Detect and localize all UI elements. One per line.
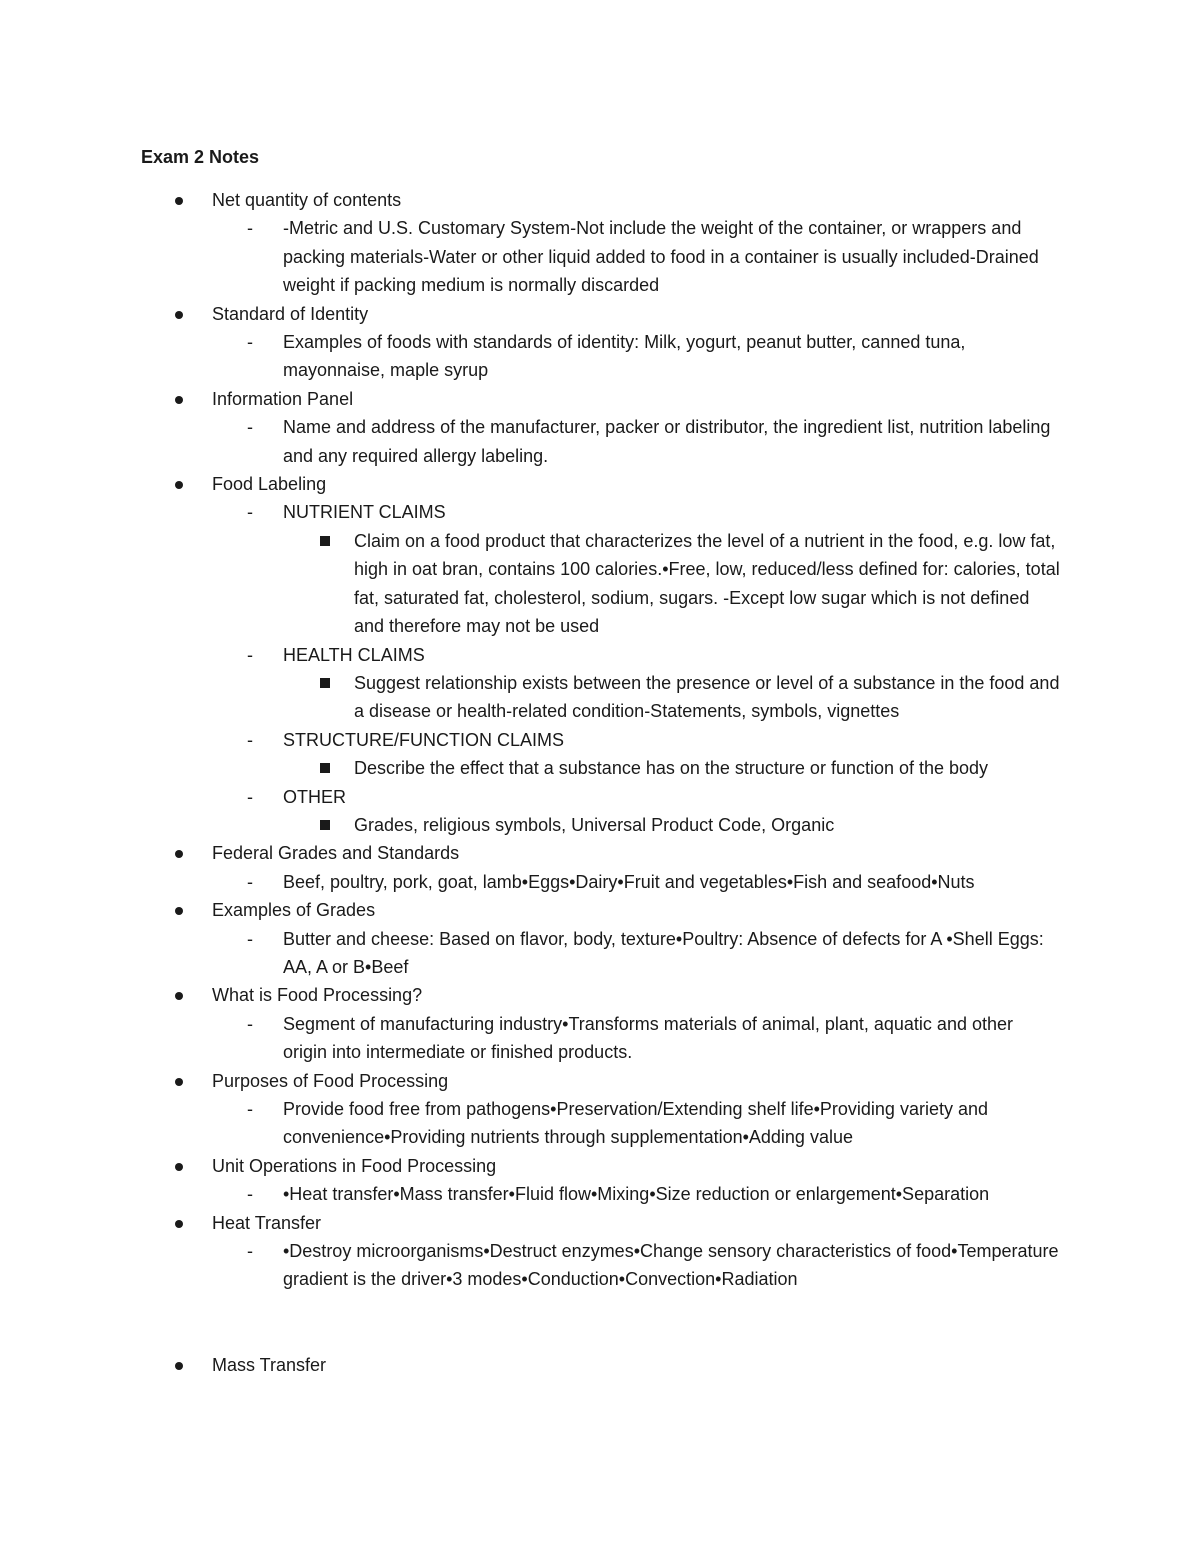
- dash-marker-icon: -: [247, 332, 253, 353]
- sub-item: [212, 868, 1061, 896]
- sub-item-text: •Destroy microorganisms•Destruct enzymes•Change sensory characteristics of food•Temperature gradient is the driver•3 modes•Conduction•Convection•Radiation: [283, 1241, 1059, 1290]
- outline-item-label: Mass Transfer: [212, 1354, 327, 1375]
- bullet-icon: [175, 1220, 183, 1228]
- sub-list: [212, 925, 1061, 982]
- bullet-icon: [175, 1362, 183, 1370]
- notes-outline: [141, 186, 1061, 1379]
- sub-item-text: NUTRIENT CLAIMS: [283, 502, 446, 523]
- square-bullet-icon: [320, 678, 330, 688]
- sub-item-text: STRUCTURE/FUNCTION CLAIMS: [283, 729, 565, 750]
- outline-item-label: What is Food Processing?: [212, 985, 423, 1006]
- bullet-icon: [175, 992, 183, 1000]
- sub-item: [212, 726, 1061, 783]
- sub-item: [212, 925, 1061, 982]
- sub-list: [212, 214, 1061, 299]
- sub-list: [212, 868, 1061, 896]
- dash-marker-icon: -: [247, 644, 253, 665]
- sub-item: [212, 413, 1061, 470]
- detail-list: [283, 811, 1061, 839]
- sub-list: [212, 413, 1061, 470]
- sub-item-text: OTHER: [283, 786, 346, 807]
- sub-item: [212, 1180, 1061, 1208]
- outline-item: [141, 470, 1061, 839]
- sub-item-text: •Heat transfer•Mass transfer•Fluid flow•Mixing•Size reduction or enlargement•Separation: [283, 1184, 990, 1205]
- outline-item: [141, 896, 1061, 981]
- outline-item: [141, 1209, 1061, 1294]
- dash-marker-icon: -: [247, 502, 253, 523]
- detail-item: [283, 527, 1061, 641]
- document-title: Exam 2 Notes: [141, 147, 260, 167]
- dash-marker-icon: -: [247, 871, 253, 892]
- dash-marker-icon: -: [247, 729, 253, 750]
- detail-list: [283, 669, 1061, 726]
- bullet-icon: [175, 197, 183, 205]
- sub-item: [212, 1095, 1061, 1152]
- sub-item: [212, 641, 1061, 726]
- dash-marker-icon: -: [247, 1184, 253, 1205]
- outline-item-label: Unit Operations in Food Processing: [212, 1155, 497, 1176]
- bullet-icon: [175, 1078, 183, 1086]
- detail-list: [283, 527, 1061, 641]
- sub-list: [212, 1010, 1061, 1067]
- outline-item: [141, 385, 1061, 470]
- sub-list: [212, 328, 1061, 385]
- sub-item: [212, 1010, 1061, 1067]
- sub-item-text: HEALTH CLAIMS: [283, 644, 425, 665]
- outline-item: [141, 981, 1061, 1066]
- dash-marker-icon: -: [247, 417, 253, 438]
- outline-item-label: Examples of Grades: [212, 900, 376, 921]
- outline-item: [141, 1152, 1061, 1209]
- detail-item-text: Grades, religious symbols, Universal Product Code, Organic: [354, 814, 835, 835]
- bullet-icon: [175, 1163, 183, 1171]
- sub-item-text: Name and address of the manufacturer, packer or distributor, the ingredient list, nutrition labeling and any required allergy labeling.: [283, 417, 1051, 466]
- sub-item-text: Examples of foods with standards of identity: Milk, yogurt, peanut butter, canned tuna, mayonnaise, maple syrup: [283, 332, 966, 381]
- outline-item: [141, 839, 1061, 896]
- sub-item-text: -Metric and U.S. Customary System-Not include the weight of the container, or wrappers and packing materials-Water or other liquid added to food in a container is usually included-Drained weight if packing medium is normally discarded: [283, 218, 1039, 296]
- detail-item: [283, 669, 1061, 726]
- bullet-icon: [175, 850, 183, 858]
- outline-item-label: Food Labeling: [212, 474, 327, 495]
- sub-item: [212, 214, 1061, 299]
- dash-marker-icon: -: [247, 1013, 253, 1034]
- outline-item-label: Net quantity of contents: [212, 190, 402, 210]
- sub-list: [212, 498, 1061, 839]
- outline-item-label: Information Panel: [212, 388, 354, 409]
- detail-item-text: Claim on a food product that characterizes the level of a nutrient in the food, e.g. low fat, high in oat bran, contains 100 calories.•Free, low, reduced/less defined for: calories, total fat, saturated fat, cholesterol, sodium, sugars. -Except low sugar which is not defined and therefore may not be used: [354, 530, 1060, 637]
- sub-item: [212, 498, 1061, 640]
- square-bullet-icon: [320, 820, 330, 830]
- dash-marker-icon: -: [247, 218, 253, 239]
- outline-item-label: Purposes of Food Processing: [212, 1070, 449, 1091]
- bullet-icon: [175, 481, 183, 489]
- dash-marker-icon: -: [247, 786, 253, 807]
- square-bullet-icon: [320, 763, 330, 773]
- sub-item-text: Provide food free from pathogens•Preservation/Extending shelf life•Providing variety and convenience•Providing nutrients through supplementation•Adding value: [283, 1099, 988, 1148]
- dash-marker-icon: -: [247, 928, 253, 949]
- detail-item-text: Describe the effect that a substance has on the structure or function of the body: [354, 758, 989, 779]
- dash-marker-icon: -: [247, 1241, 253, 1262]
- outline-item-label: Heat Transfer: [212, 1212, 322, 1233]
- bullet-icon: [175, 396, 183, 404]
- outline-item-label: Federal Grades and Standards: [212, 843, 460, 864]
- dash-marker-icon: -: [247, 1099, 253, 1119]
- sub-list: [212, 1095, 1061, 1152]
- square-bullet-icon: [320, 536, 330, 546]
- outline-item-label: Standard of Identity: [212, 303, 369, 324]
- sub-list: [212, 1237, 1061, 1294]
- detail-item: [283, 754, 1061, 782]
- sub-item: [212, 783, 1061, 840]
- outline-item: [141, 1351, 1061, 1379]
- detail-list: [283, 754, 1061, 782]
- sub-item-text: Segment of manufacturing industry•Transforms materials of animal, plant, aquatic and other origin into intermediate or finished products.: [283, 1013, 1013, 1063]
- sub-item: [212, 1237, 1061, 1294]
- sub-item: [212, 328, 1061, 385]
- detail-item-text: Suggest relationship exists between the presence or level of a substance in the food and a disease or health-related condition-Statements, symbols, vignettes: [354, 672, 1060, 722]
- outline-item: [141, 186, 1061, 300]
- bullet-icon: [175, 907, 183, 915]
- outline-item: [141, 300, 1061, 385]
- sub-item-text: Butter and cheese: Based on flavor, body, texture•Poultry: Absence of defects for A •Shell Eggs: AA, A or B•Beef: [283, 928, 1044, 977]
- detail-item: [283, 811, 1061, 839]
- outline-item: [141, 1067, 1061, 1152]
- sub-item-text: Beef, poultry, pork, goat, lamb•Eggs•Dairy•Fruit and vegetables•Fish and seafood•Nuts: [283, 871, 975, 892]
- bullet-icon: [175, 311, 183, 319]
- sub-list: [212, 1180, 1061, 1208]
